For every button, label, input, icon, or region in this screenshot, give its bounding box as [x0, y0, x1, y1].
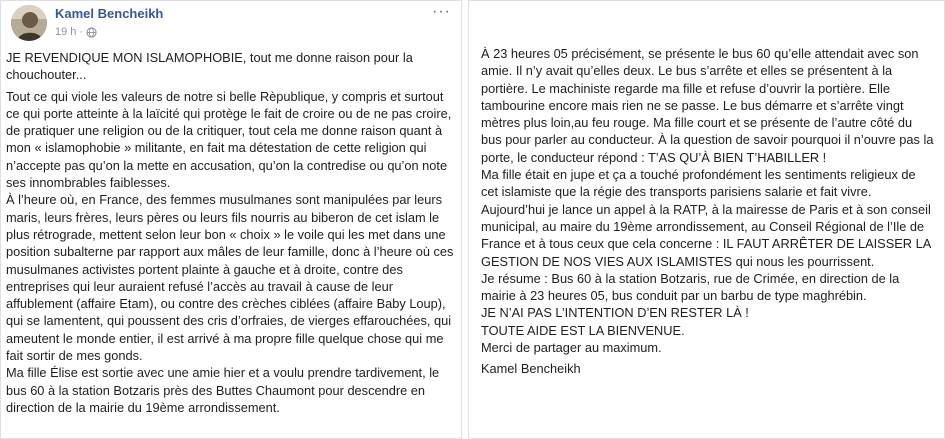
post-paragraph: Aujourd’hui je lance un appel à la RATP, à la mairesse de Paris et à son conseil municipal, au maire du 19ème arrondissement, au Conseil Régional de l’Ile de France et à tous ceux que cela concerne : IL FAUT ARRÊTER DE LAISSER LA GESTION DE NOS VIES AUX ISLAMISTES qui nous les pourrissent.: [481, 201, 931, 269]
post-paragraph: Merci de partager au maximum.: [481, 340, 662, 356]
post-paragraph: JE REVENDIQUE MON ISLAMOPHOBIE, tout me donne raison pour la chouchouter...: [6, 50, 413, 83]
post-paragraph: Tout ce qui viole les valeurs de notre si belle Rèpublique, y compris et surtout ce qui porte atteinte à la laïcité qui protège le fait de croire ou de ne pas croire, de pratiquer une religion ou de la critiquer, tout cela me donne raison quant à mon « islamophobie » militante, en fait ma détestation de cette religion qui n’accepte pas qu’on la mette en accusation, qu’on la contredise ou qu’on note ses innombrables faiblesses.: [6, 88, 452, 191]
post-paragraph: Ma fille était en jupe et ça a touché profondément les sentiments religieux de cet islamiste que la régie des transports parisiens salarie et fait vivre.: [481, 167, 916, 200]
post-header: [1, 1, 461, 45]
globe-icon: [86, 27, 97, 38]
post-paragraph: JE N’AI PAS L’INTENTION D’EN RESTER LÀ !: [481, 305, 749, 321]
post-paragraph: Ma fille Élise est sortie avec une amie hier et a voulu prendre tardivement, le bus 60 à la station Botzaris près des Buttes Chaumont pour descendre en direction de la mairie du 19ème arrondissement.: [6, 365, 440, 415]
avatar[interactable]: [11, 5, 47, 41]
post-timestamp[interactable]: 19 h: [55, 26, 77, 38]
post-signature: Kamel Bencheikh: [481, 361, 581, 377]
post-paragraph: Je résume : Bus 60 à la station Botzaris, rue de Crimée, en direction de la mairie à 23 heures 05, bus conduit par un barbu de type maghrébin.: [481, 270, 900, 304]
author-name-link[interactable]: Kamel Bencheikh: [55, 6, 164, 21]
post-body-left: [6, 49, 455, 416]
post-body-right: [481, 45, 936, 378]
meta-separator: ·: [79, 26, 84, 38]
post-meta: [55, 26, 97, 38]
post-left-column: [0, 0, 462, 439]
post-paragraph: À l’heure où, en France, des femmes musulmanes sont manipulées par leurs maris, leurs frères, leurs pères ou leurs fils nourris au biberon de cet islam le plus rétrograde, mettent selon leur bon « choix » le voile qui les met dans une position subalterne par rapport aux mâles de leur famille, donc à l’heure où ces musulmanes activistes portent plainte à gauche et à droite, contre des entreprises qui leur auraient refusé l’accès au travail à cause de leur affublement (affaire Etam), ou contre des crèches ciblées (affaire Baby Loup), qui se lamentent, qui poussent des cris d’orfraies, de vierges effarouchées, qui ameutent le monde entier, il est arrivé à ma propre fille quelque chose qui me fait sortir de mes gonds.: [6, 192, 454, 364]
post-right-column: [468, 0, 945, 439]
post-paragraph: À 23 heures 05 précisément, se présente le bus 60 qu’elle attendait avec son amie. Il n’y avait qu’elles deux. Le bus s’arrête et elles se présentent à la portière. Le machiniste regarde ma fille et refuse d’ouvrir la portière. Elle tambourine encore mais rien ne se passe. Le bus démarre et s’arrête vingt mètres plus loin,au feu rouge. Ma fille court et se présente de l’autre côté du bus pour parler au conducteur. À la question de savoir pourquoi il n’ouvre pas la porte, le conducteur répond : T’AS QU’À BIEN T’HABILLER !: [481, 46, 934, 165]
more-options-icon[interactable]: ···: [432, 3, 451, 20]
post-paragraph: TOUTE AIDE EST LA BIENVENUE.: [481, 322, 685, 338]
